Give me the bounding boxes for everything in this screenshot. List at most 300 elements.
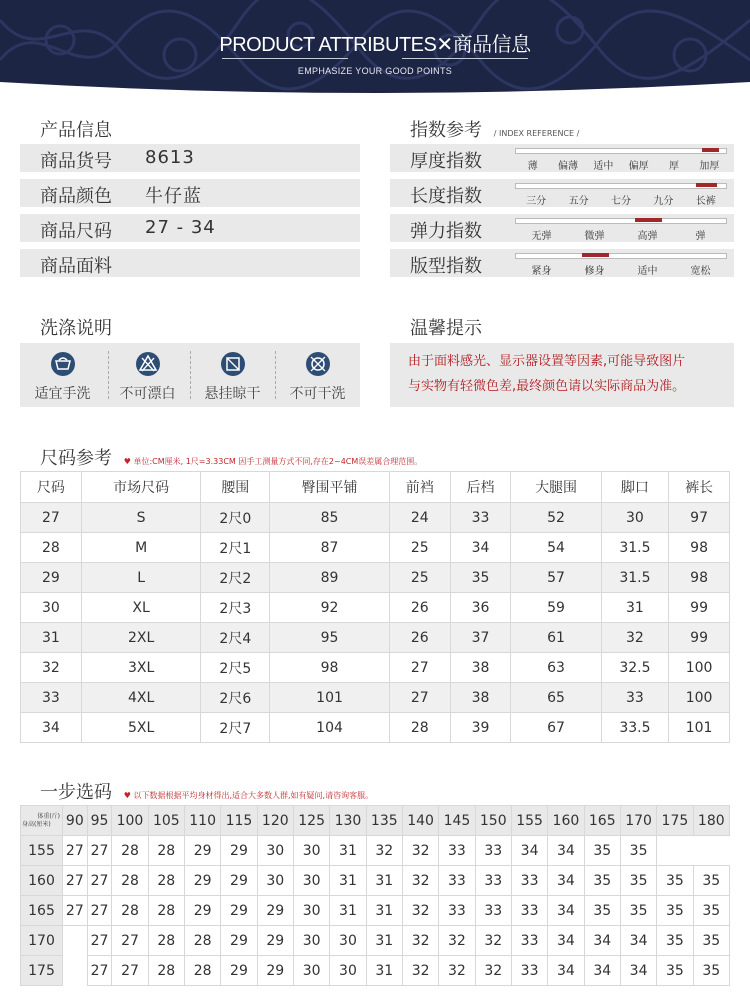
index-row: [390, 179, 734, 207]
attr-label: 商品面料: [40, 256, 112, 277]
pick-header-row: [21, 806, 730, 836]
table-row: [21, 713, 730, 743]
pick-cell: 29: [257, 956, 293, 986]
size-cell: 32.5: [601, 653, 668, 683]
table-row: [21, 683, 730, 713]
table-row: [21, 866, 730, 896]
index-tick-label: 弹: [695, 231, 706, 242]
pick-cell: 35: [584, 836, 620, 866]
index-ref-subtitle: / INDEX REFERENCE /: [493, 129, 580, 138]
pick-cell: 35: [693, 926, 729, 956]
index-track: [515, 218, 727, 224]
size-cell: 33: [450, 503, 511, 533]
attr-row-fabric: [20, 249, 360, 277]
size-cell: 3XL: [81, 653, 201, 683]
pick-cell: 33: [439, 836, 475, 866]
pick-cell: 28: [184, 956, 220, 986]
pick-cell: 32: [402, 926, 438, 956]
size-cell: 32: [21, 653, 82, 683]
attr-label: 商品颜色: [40, 186, 112, 207]
size-cell: 33.5: [601, 713, 668, 743]
wash-title: 洗涤说明: [40, 318, 112, 339]
size-cell: 37: [450, 623, 511, 653]
no-dry-clean-icon: [305, 351, 331, 377]
pick-cell: 28: [112, 896, 148, 926]
index-tick-label: 适中: [593, 161, 614, 172]
size-cell: 29: [21, 563, 82, 593]
header-banner: [0, 0, 750, 100]
banner-subtitle: EMPHASIZE YOUR GOOD POINTS: [297, 66, 453, 76]
pick-cell: 33: [475, 866, 511, 896]
weight-header-cell: 130: [330, 806, 366, 836]
pick-cell: 35: [657, 926, 693, 956]
pick-cell: 30: [330, 956, 366, 986]
weight-header-cell: 100: [112, 806, 148, 836]
size-cell: 99: [669, 623, 730, 653]
size-cell: 35: [450, 563, 511, 593]
size-cell: 97: [669, 503, 730, 533]
weight-header-cell: 90: [63, 806, 88, 836]
table-row: [21, 926, 730, 956]
banner-rule-left: [222, 58, 348, 59]
size-cell: 34: [21, 713, 82, 743]
size-cell: 61: [511, 623, 601, 653]
index-label: 弹力指数: [410, 221, 482, 242]
pick-cell: [63, 956, 88, 986]
size-cell: 101: [270, 683, 390, 713]
index-tick-label: 长裤: [695, 196, 716, 207]
pick-cell: 30: [257, 866, 293, 896]
weight-header-cell: 125: [293, 806, 329, 836]
pick-cell: 32: [475, 956, 511, 986]
size-cell: 99: [669, 593, 730, 623]
product-info-title: 产品信息: [40, 120, 112, 141]
index-marker: [582, 253, 609, 257]
attr-value: 27 - 34: [145, 217, 216, 238]
size-header-cell: 大腿围: [511, 472, 601, 503]
size-cell: 100: [669, 653, 730, 683]
size-cell: S: [81, 503, 201, 533]
index-tick-label: 九分: [653, 196, 674, 207]
table-row: [21, 956, 730, 986]
pick-cell: 33: [511, 926, 547, 956]
size-cell: 30: [601, 503, 668, 533]
pick-cell: 30: [293, 866, 329, 896]
hand-wash-icon: [50, 351, 76, 377]
size-cell: 98: [669, 533, 730, 563]
tips-panel: [390, 343, 734, 407]
size-cell: 101: [669, 713, 730, 743]
pick-cell: 30: [293, 896, 329, 926]
size-cell: 33: [601, 683, 668, 713]
pick-cell: 32: [366, 836, 402, 866]
size-cell: XL: [81, 593, 201, 623]
pick-cell: 33: [475, 896, 511, 926]
index-row: [390, 249, 734, 277]
index-label: 长度指数: [410, 186, 482, 207]
heart-icon: ♥: [123, 791, 131, 800]
pick-cell: 31: [366, 896, 402, 926]
size-ref-note: [124, 457, 423, 466]
size-cell: 28: [389, 713, 450, 743]
weight-header-cell: 150: [475, 806, 511, 836]
attr-value: 牛仔蓝: [145, 186, 202, 207]
size-cell: 27: [389, 683, 450, 713]
size-header-cell: 市场尺码: [81, 472, 201, 503]
index-label: 厚度指数: [410, 151, 482, 172]
index-tick-label: 无弹: [531, 231, 552, 242]
weight-header-cell: 180: [693, 806, 729, 836]
pick-cell: 33: [439, 866, 475, 896]
size-header-cell: 前裆: [389, 472, 450, 503]
pick-cell: 27: [87, 956, 112, 986]
size-cell: 38: [450, 653, 511, 683]
pick-cell: 28: [148, 926, 184, 956]
wash-item-no-dry-clean: [275, 343, 360, 407]
pick-cell: 33: [511, 956, 547, 986]
size-cell: 31.5: [601, 533, 668, 563]
size-cell: 2XL: [81, 623, 201, 653]
weight-header-cell: 115: [221, 806, 257, 836]
pick-cell: 29: [257, 926, 293, 956]
weight-axis-label: 体重(斤): [37, 812, 60, 820]
table-row: [21, 563, 730, 593]
pick-cell: 35: [693, 896, 729, 926]
pick-cell: 35: [657, 866, 693, 896]
pick-cell: 28: [148, 866, 184, 896]
table-row: [21, 533, 730, 563]
size-cell: 2尺7: [201, 713, 270, 743]
size-header-cell: 臀围平铺: [270, 472, 390, 503]
index-row: [390, 214, 734, 242]
pick-cell: 35: [584, 896, 620, 926]
index-tick-label: 偏薄: [558, 161, 578, 172]
size-cell: 2尺4: [201, 623, 270, 653]
pick-cell: 29: [184, 836, 220, 866]
pick-cell: 31: [330, 896, 366, 926]
table-row: [21, 623, 730, 653]
pick-cell: 32: [402, 866, 438, 896]
index-marker: [696, 183, 717, 187]
size-cell: 87: [270, 533, 390, 563]
pick-cell: 34: [620, 956, 656, 986]
index-tick-label: 七分: [611, 196, 631, 207]
attr-label: 商品货号: [40, 151, 112, 172]
attr-row-color: [20, 179, 360, 207]
size-cell: 36: [450, 593, 511, 623]
size-header-cell: 尺码: [21, 472, 82, 503]
pick-cell: 32: [402, 956, 438, 986]
banner-title: PRODUCT ATTRIBUTES✕商品信息: [219, 34, 531, 56]
index-track: [515, 253, 727, 259]
size-cell: 39: [450, 713, 511, 743]
pick-cell: 35: [620, 836, 656, 866]
size-cell: 34: [450, 533, 511, 563]
pick-cell: [693, 836, 729, 866]
size-cell: 104: [270, 713, 390, 743]
pick-cell: 30: [257, 836, 293, 866]
pick-cell: 29: [221, 866, 257, 896]
size-header-cell: 后档: [450, 472, 511, 503]
pick-cell: 28: [148, 956, 184, 986]
pick-cell: 27: [87, 896, 112, 926]
size-cell: 32: [601, 623, 668, 653]
pick-cell: 34: [548, 836, 584, 866]
pick-cell: 29: [221, 836, 257, 866]
pick-cell: 35: [693, 956, 729, 986]
weight-header-cell: 110: [184, 806, 220, 836]
pick-cell: 34: [548, 896, 584, 926]
attr-row-sku: [20, 144, 360, 172]
pick-corner-cell: [21, 806, 63, 836]
index-tick-label: 薄: [527, 161, 538, 172]
pick-cell: [657, 836, 693, 866]
pick-cell: 33: [475, 836, 511, 866]
pick-cell: 32: [475, 926, 511, 956]
weight-header-cell: 105: [148, 806, 184, 836]
size-cell: 2尺2: [201, 563, 270, 593]
pick-cell: 32: [402, 836, 438, 866]
quick-pick-table: [20, 805, 730, 986]
pick-cell: [63, 926, 88, 956]
pick-cell: 29: [257, 896, 293, 926]
index-tick-label: 三分: [526, 196, 547, 207]
pick-cell: 31: [330, 866, 366, 896]
height-header-cell: 170: [21, 926, 63, 956]
weight-header-cell: 155: [511, 806, 547, 836]
pick-cell: 29: [221, 896, 257, 926]
size-cell: 57: [511, 563, 601, 593]
size-cell: 85: [270, 503, 390, 533]
pick-cell: 35: [657, 956, 693, 986]
table-row: [21, 896, 730, 926]
tips-line-1: 由于面料感光、显示器设置等因素,可能导致图片: [408, 354, 686, 369]
weight-header-cell: 160: [548, 806, 584, 836]
weight-header-cell: 165: [584, 806, 620, 836]
quick-pick-note-text: 以下数据根据平均身材得出,适合大多数人群,如有疑问,请咨询客服。: [133, 791, 374, 800]
wash-label: 适宜手洗: [34, 386, 91, 402]
quick-pick-title: [40, 778, 373, 804]
size-table: [20, 471, 730, 743]
size-header-cell: 脚口: [601, 472, 668, 503]
pick-cell: 28: [112, 866, 148, 896]
size-cell: 31: [601, 593, 668, 623]
index-track: [515, 183, 727, 189]
pick-cell: 34: [548, 866, 584, 896]
pick-cell: 35: [620, 896, 656, 926]
index-ref-title-text: 指数参考: [410, 120, 482, 141]
pick-cell: 35: [584, 866, 620, 896]
index-tick-label: 适中: [637, 266, 658, 277]
wash-panel: [20, 343, 360, 407]
size-cell: L: [81, 563, 201, 593]
pick-cell: 27: [112, 956, 148, 986]
size-cell: 59: [511, 593, 601, 623]
pick-cell: 34: [548, 956, 584, 986]
index-marker: [702, 148, 720, 152]
weight-header-cell: 120: [257, 806, 293, 836]
pick-cell: 30: [293, 836, 329, 866]
weight-header-cell: 145: [439, 806, 475, 836]
banner-rule-right: [402, 58, 528, 59]
pick-cell: 30: [293, 956, 329, 986]
size-cell: 4XL: [81, 683, 201, 713]
hang-dry-icon: [220, 351, 246, 377]
index-tick-label: 微弹: [584, 231, 605, 242]
wash-label: 悬挂晾干: [204, 386, 261, 402]
tips-line-2: 与实物有轻微色差,最终颜色请以实际商品为准。: [408, 379, 686, 394]
index-tick-label: 紧身: [531, 266, 552, 277]
size-cell: 65: [511, 683, 601, 713]
size-cell: 2尺6: [201, 683, 270, 713]
pick-cell: 34: [548, 926, 584, 956]
size-cell: 28: [21, 533, 82, 563]
pick-cell: 27: [87, 926, 112, 956]
weight-header-cell: 135: [366, 806, 402, 836]
height-header-cell: 160: [21, 866, 63, 896]
size-cell: 26: [389, 593, 450, 623]
no-bleach-icon: [135, 351, 161, 377]
pick-cell: 27: [63, 836, 88, 866]
index-label: 版型指数: [410, 256, 482, 277]
weight-header-cell: 170: [620, 806, 656, 836]
size-cell: 24: [389, 503, 450, 533]
wash-item-hand-wash: [20, 343, 105, 407]
size-ref-note-text: 单位:CM厘米, 1尺=3.33CM 因手工测量方式不同,存在2~4CM误差属合理范围。: [133, 457, 423, 466]
pick-cell: 30: [330, 926, 366, 956]
pick-cell: 34: [584, 926, 620, 956]
height-header-cell: 165: [21, 896, 63, 926]
size-cell: 2尺5: [201, 653, 270, 683]
index-tick-label: 加厚: [699, 161, 720, 172]
attr-row-size: [20, 214, 360, 242]
size-cell: 92: [270, 593, 390, 623]
size-cell: 27: [389, 653, 450, 683]
size-cell: 31: [21, 623, 82, 653]
index-tick-label: 高弹: [637, 231, 658, 242]
size-cell: 2尺1: [201, 533, 270, 563]
weight-header-cell: 95: [87, 806, 112, 836]
attr-label: 商品尺码: [40, 221, 112, 242]
pick-cell: 31: [366, 956, 402, 986]
pick-cell: 32: [402, 896, 438, 926]
quick-pick-title-text: 一步选码: [40, 782, 112, 803]
pick-cell: 35: [693, 866, 729, 896]
pick-cell: 27: [63, 896, 88, 926]
size-cell: 31.5: [601, 563, 668, 593]
tips-title: 温馨提示: [410, 318, 482, 339]
pick-cell: 29: [221, 956, 257, 986]
size-cell: 100: [669, 683, 730, 713]
pick-cell: 35: [620, 866, 656, 896]
table-row: [21, 593, 730, 623]
pick-cell: 27: [112, 926, 148, 956]
table-row: [21, 836, 730, 866]
size-cell: 38: [450, 683, 511, 713]
pick-cell: 32: [439, 956, 475, 986]
index-marker: [635, 218, 662, 222]
size-cell: 25: [389, 563, 450, 593]
size-header-cell: 裤长: [669, 472, 730, 503]
index-tick-label: 修身: [584, 266, 605, 277]
table-row: [21, 653, 730, 683]
weight-header-cell: 175: [657, 806, 693, 836]
size-cell: M: [81, 533, 201, 563]
weight-header-cell: 140: [402, 806, 438, 836]
pick-cell: 28: [148, 896, 184, 926]
wash-label: 不可干洗: [289, 386, 346, 402]
size-cell: 52: [511, 503, 601, 533]
height-header-cell: 155: [21, 836, 63, 866]
size-cell: 30: [21, 593, 82, 623]
pick-cell: 35: [657, 896, 693, 926]
pick-cell: 30: [293, 926, 329, 956]
pick-cell: 29: [184, 866, 220, 896]
attr-value: 8613: [145, 147, 195, 168]
size-cell: 27: [21, 503, 82, 533]
size-cell: 54: [511, 533, 601, 563]
pick-cell: 29: [184, 896, 220, 926]
pick-cell: 33: [439, 896, 475, 926]
pick-cell: 31: [330, 836, 366, 866]
quick-pick-note: [124, 791, 373, 800]
height-axis-label: 身高(厘米): [22, 820, 51, 828]
table-row: [21, 503, 730, 533]
size-ref-title-text: 尺码参考: [40, 448, 112, 469]
size-cell: 95: [270, 623, 390, 653]
size-cell: 98: [669, 563, 730, 593]
pick-cell: 28: [184, 926, 220, 956]
banner-curve: [0, 82, 750, 100]
height-header-cell: 175: [21, 956, 63, 986]
heart-icon: ♥: [123, 457, 131, 466]
pick-cell: 31: [366, 866, 402, 896]
size-cell: 2尺3: [201, 593, 270, 623]
wash-item-no-bleach: [105, 343, 190, 407]
index-tick-label: 偏厚: [628, 161, 649, 172]
pick-cell: 32: [439, 926, 475, 956]
size-cell: 5XL: [81, 713, 201, 743]
index-tick-label: 厚: [669, 161, 679, 172]
wash-item-hang-dry: [190, 343, 275, 407]
pick-cell: 31: [366, 926, 402, 956]
pick-cell: 33: [511, 896, 547, 926]
pick-cell: 33: [511, 866, 547, 896]
pick-cell: 28: [148, 836, 184, 866]
size-cell: 63: [511, 653, 601, 683]
pick-cell: 27: [63, 866, 88, 896]
pick-cell: 28: [112, 836, 148, 866]
pick-cell: 34: [511, 836, 547, 866]
size-cell: 98: [270, 653, 390, 683]
pick-cell: 27: [87, 836, 112, 866]
size-header-cell: 腰围: [201, 472, 270, 503]
size-cell: 25: [389, 533, 450, 563]
size-cell: 2尺0: [201, 503, 270, 533]
pick-cell: 34: [584, 956, 620, 986]
pick-cell: 34: [620, 926, 656, 956]
size-cell: 26: [389, 623, 450, 653]
size-cell: 89: [270, 563, 390, 593]
index-tick-label: 五分: [568, 196, 589, 207]
size-ref-title: [40, 444, 422, 470]
pick-cell: 27: [87, 866, 112, 896]
wash-label: 不可漂白: [119, 386, 176, 402]
index-tick-label: 宽松: [690, 266, 711, 277]
index-track: [515, 148, 727, 154]
index-row: [390, 144, 734, 172]
index-ref-title: [410, 116, 579, 142]
